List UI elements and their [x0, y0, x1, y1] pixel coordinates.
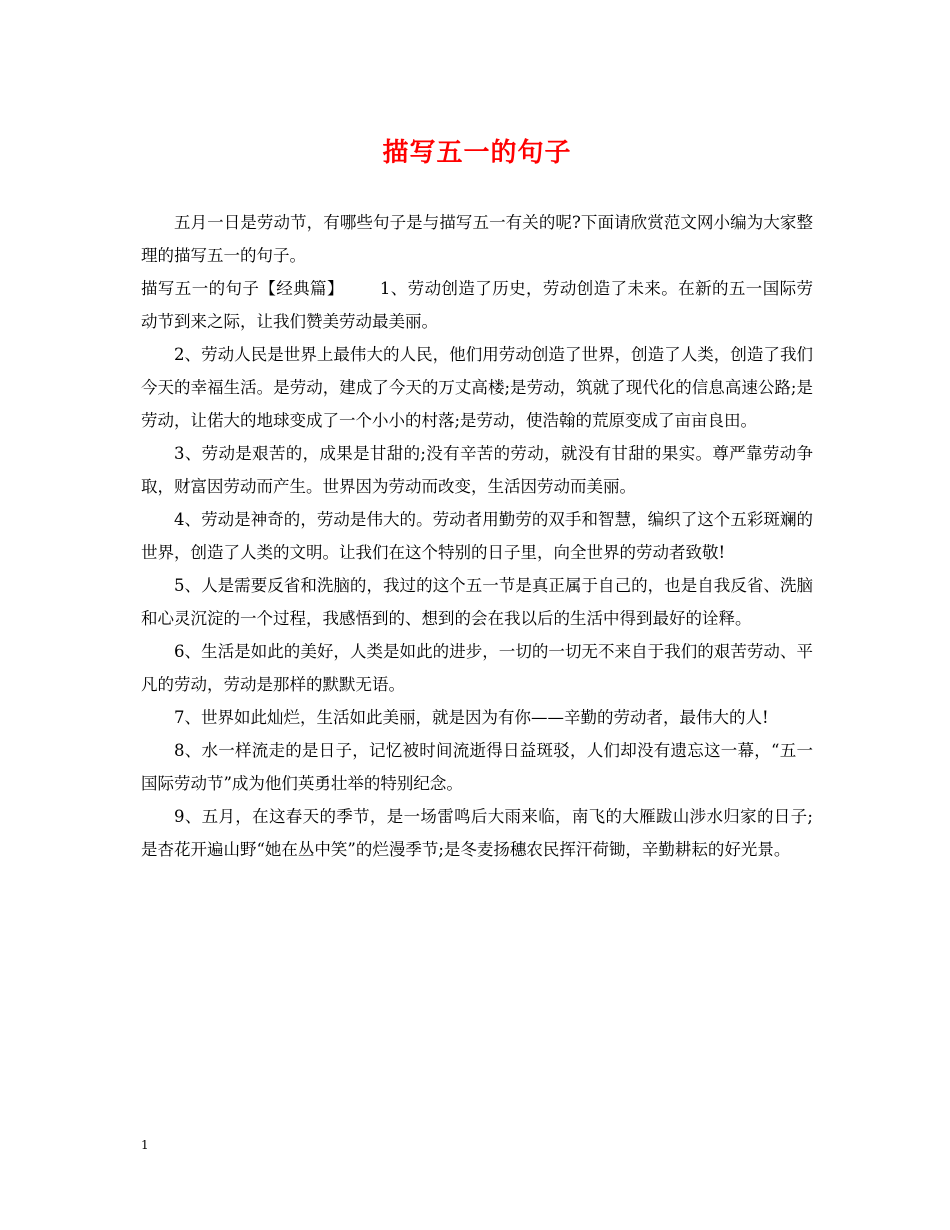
sentence-2: 2、劳动人民是世界上最伟大的人民，他们用劳动创造了世界，创造了人类，创造了我们今天的幸福生活。是劳动，建成了今天的万丈高楼;是劳动，筑就了现代化的信息高速公路;是劳动，让偌大的地球变成了一个小小的村落;是劳动，使浩翰的荒原变成了亩亩良田。	[141, 345, 813, 430]
sentence-1: 1、劳动创造了历史，劳动创造了未来。在新的五一国际劳动节到来之际，让我们赞美劳动最美丽。	[141, 279, 814, 331]
document-title: 描写五一的句子	[382, 138, 572, 168]
section-paragraph-1	[141, 272, 813, 338]
intro-paragraph: 五月一日是劳动节，有哪些句子是与描写五一有关的呢?下面请欣赏范文网小编为大家整理的描写五一的句子。	[141, 213, 813, 265]
sentence-8: 8、水一样流走的是日子，记忆被时间流逝得日益斑驳，人们却没有遗忘这一幕，“五一国际劳动节”成为他们英勇壮举的特别纪念。	[141, 741, 813, 793]
document-page	[141, 118, 813, 866]
sentence-9: 9、五月，在这春天的季节，是一场雷鸣后大雨来临，南飞的大雁跋山涉水归家的日子;是杏花开遍山野“她在丛中笑”的烂漫季节;是冬麦扬穗农民挥汗荷锄，辛勤耕耘的好光景。	[141, 807, 813, 859]
sentence-3: 3、劳动是艰苦的，成果是甘甜的;没有辛苦的劳动，就没有甘甜的果实。尊严靠劳动争取，财富因劳动而产生。世界因为劳动而改变，生活因劳动而美丽。	[141, 444, 813, 496]
document-body	[141, 206, 813, 866]
sentence-6: 6、生活是如此的美好，人类是如此的进步，一切的一切无不来自于我们的艰苦劳动、平凡的劳动，劳动是那样的默默无语。	[141, 642, 813, 694]
section-label: 描写五一的句子【经典篇】	[141, 279, 344, 298]
sentence-7: 7、世界如此灿烂，生活如此美丽，就是因为有你——辛勤的劳动者，最伟大的人!	[174, 708, 769, 727]
page-number: 1	[141, 1138, 149, 1152]
sentence-4: 4、劳动是神奇的，劳动是伟大的。劳动者用勤劳的双手和智慧，编织了这个五彩斑斓的世界，创造了人类的文明。让我们在这个特别的日子里，向全世界的劳动者致敬!	[141, 510, 813, 562]
sentence-5: 5、人是需要反省和洗脑的，我过的这个五一节是真正属于自己的，也是自我反省、洗脑和心灵沉淀的一个过程，我感悟到的、想到的会在我以后的生活中得到最好的诠释。	[141, 576, 813, 628]
